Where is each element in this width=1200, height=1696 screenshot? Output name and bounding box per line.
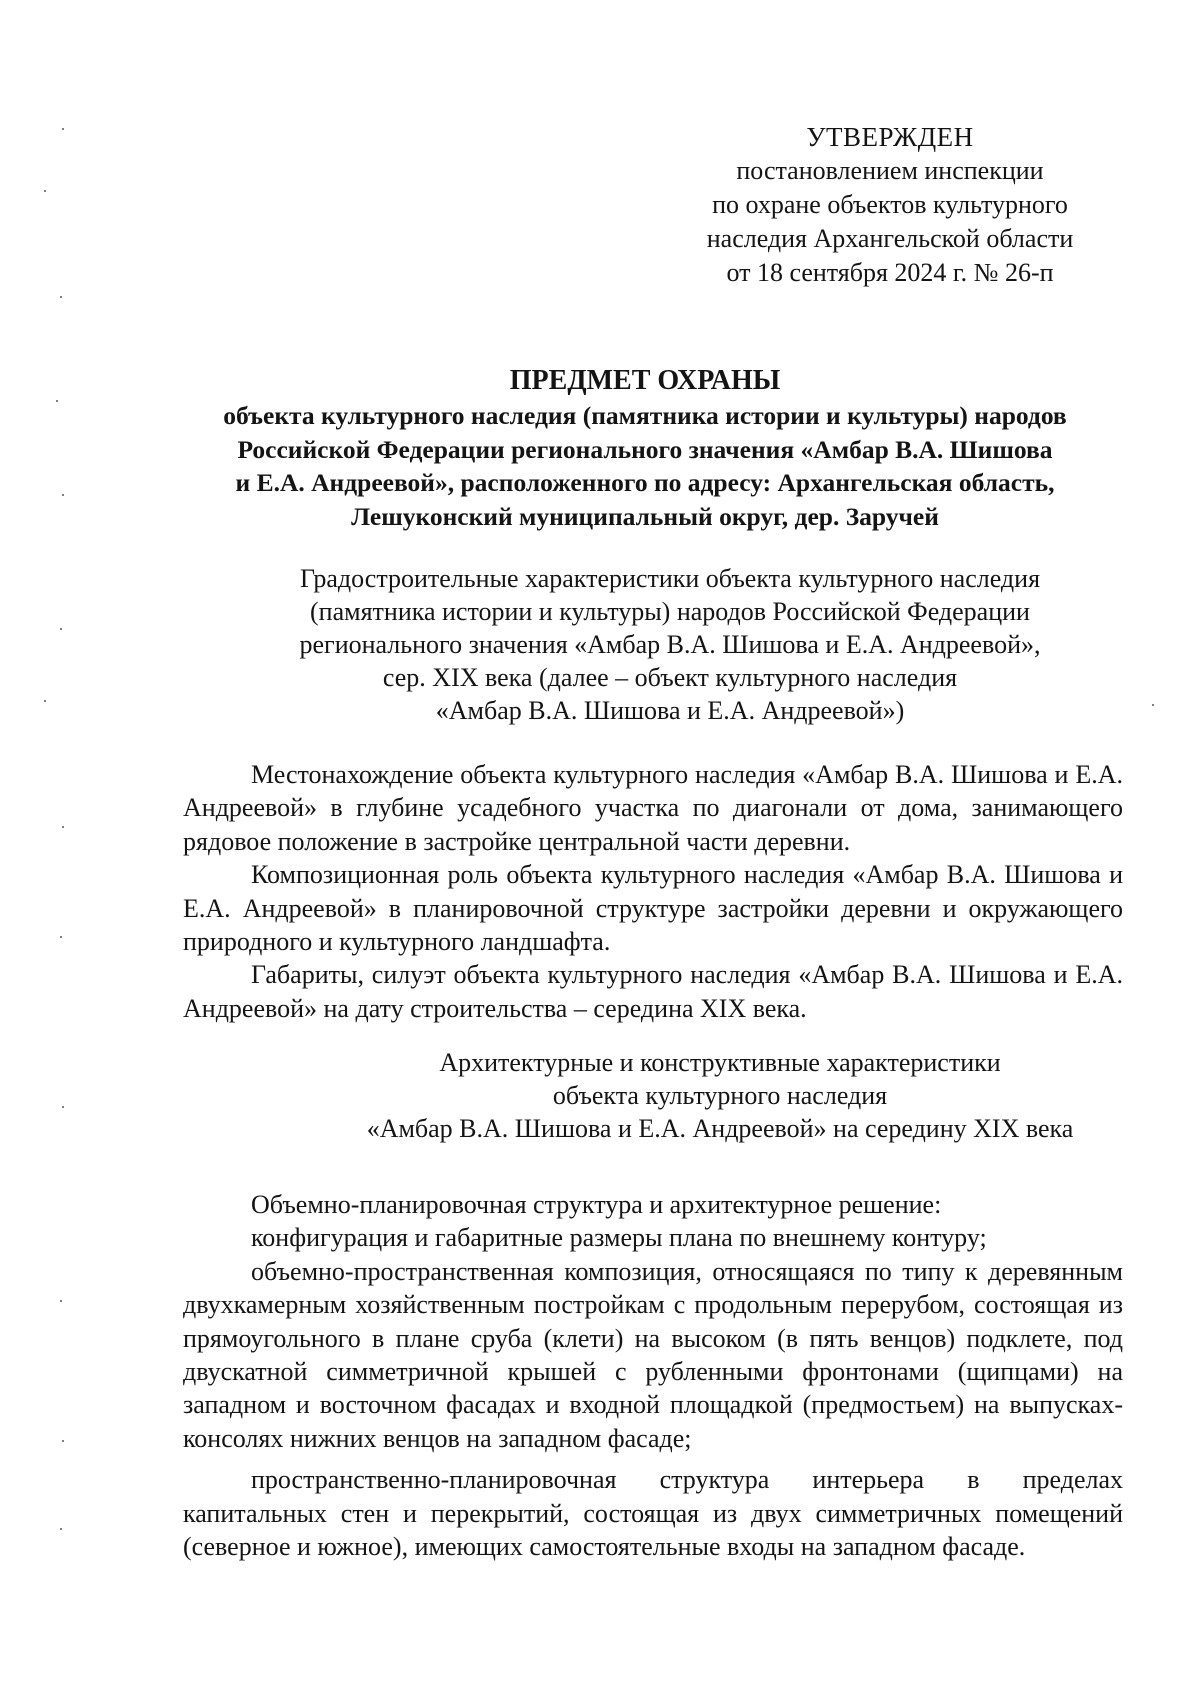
scan-speck bbox=[60, 1300, 62, 1302]
scan-speck bbox=[44, 700, 46, 702]
heading-line: «Амбар В.А. Шишова и Е.А. Андреевой») bbox=[435, 696, 905, 725]
approval-block bbox=[660, 120, 1120, 290]
approval-line: по охране объектов культурного bbox=[712, 190, 1068, 219]
urban-characteristics-body bbox=[183, 758, 1123, 1025]
title-line: объекта культурного наследия (памятника истории и культуры) народов bbox=[223, 401, 1067, 430]
scan-speck bbox=[62, 1106, 64, 1108]
title-line: Российской Федерации регионального значения «Амбар В.А. Шишова bbox=[237, 434, 1053, 464]
paragraph-structure-intro: Объемно-планировочная структура и архитектурное решение: bbox=[251, 1190, 942, 1219]
heading-line: «Амбар В.А. Шишова и Е.А. Андреевой» на середину XIX века bbox=[366, 1114, 1074, 1143]
scan-speck bbox=[62, 826, 64, 828]
heading-line: Градостроительные характеристики объекта культурного наследия bbox=[299, 564, 1041, 593]
title-line: Лешуконский муниципальный округ, дер. Заручей bbox=[351, 501, 939, 531]
scan-speck bbox=[44, 190, 46, 192]
scan-speck bbox=[1152, 704, 1154, 706]
architecture-characteristics-body bbox=[183, 1188, 1123, 1563]
approval-title: УТВЕРЖДЕН bbox=[806, 122, 974, 152]
scan-speck bbox=[60, 296, 62, 298]
title-line: и Е.А. Андреевой», расположенного по адресу: Архангельская область, bbox=[235, 468, 1055, 497]
scan-speck bbox=[62, 494, 64, 496]
document-title: ПРЕДМЕТ ОХРАНЫ bbox=[509, 365, 781, 396]
scan-speck bbox=[62, 1440, 64, 1442]
scan-speck bbox=[60, 1528, 62, 1530]
approval-line: наследия Архангельской области bbox=[706, 224, 1074, 253]
scan-speck bbox=[60, 628, 62, 630]
heading-line: (памятника истории и культуры) народов Российской Федерации bbox=[310, 597, 1030, 626]
approval-line: постановлением инспекции bbox=[736, 156, 1044, 185]
scan-speck bbox=[60, 936, 62, 938]
architecture-characteristics-heading bbox=[240, 1046, 1200, 1145]
scan-speck bbox=[56, 400, 58, 402]
heading-line: регионального значения «Амбар В.А. Шишова и Е.А. Андреевой», bbox=[299, 630, 1041, 659]
paragraph-composition-role: Композиционная роль объекта культурного наследия «Амбар В.А. Шишова и Е.А. Андреевой» в планировочной структуре застройки деревни и окружающего природного и культурного ландшафта. bbox=[183, 860, 1123, 957]
approval-date-line: от 18 сентября 2024 г. № 26-п bbox=[726, 258, 1054, 287]
paragraph-configuration: конфигурация и габаритные размеры плана по внешнему контуру; bbox=[251, 1223, 987, 1253]
heading-line: объекта культурного наследия bbox=[552, 1081, 888, 1110]
urban-characteristics-heading bbox=[240, 562, 1100, 727]
paragraph-volume-composition: объемно-пространственная композиция, относящаяся по типу к деревянным двухкамерным хозяйственным постройкам с продольным перерубом, состоящая из прямоугольного в плане сруба (клети) на высоком (в пять венцов) подклете, под двускатной симметричной крышей с рубленными фронтонами (щипцами) на западном и восточном фасадах и входной площадкой (предмостьем) на выпусках-консолях нижних венцов на западном фасаде; bbox=[183, 1256, 1123, 1453]
scan-speck bbox=[62, 128, 64, 130]
paragraph-interior-structure: пространственно-планировочная структура интерьера в пределах капитальных стен и перекрытий, состоящая из двух симметричных помещений (северное и южное), имеющих самостоятельные входы на западном фасаде. bbox=[183, 1465, 1123, 1562]
paragraph-location: Местонахождение объекта культурного наследия «Амбар В.А. Шишова и Е.А. Андреевой» в глубине усадебного участка по диагонали от дома, занимающего рядовое положение в застройке центральной части деревни. bbox=[183, 760, 1123, 856]
paragraph-dimensions: Габариты, силуэт объекта культурного наследия «Амбар В.А. Шишова и Е.А. Андреевой» на дату строительства – середина XIX века. bbox=[183, 960, 1123, 1023]
heading-line: Архитектурные и конструктивные характеристики bbox=[439, 1048, 1001, 1077]
document-title-block bbox=[150, 363, 1140, 533]
heading-line: сер. XIX века (далее – объект культурного наследия bbox=[382, 663, 958, 692]
